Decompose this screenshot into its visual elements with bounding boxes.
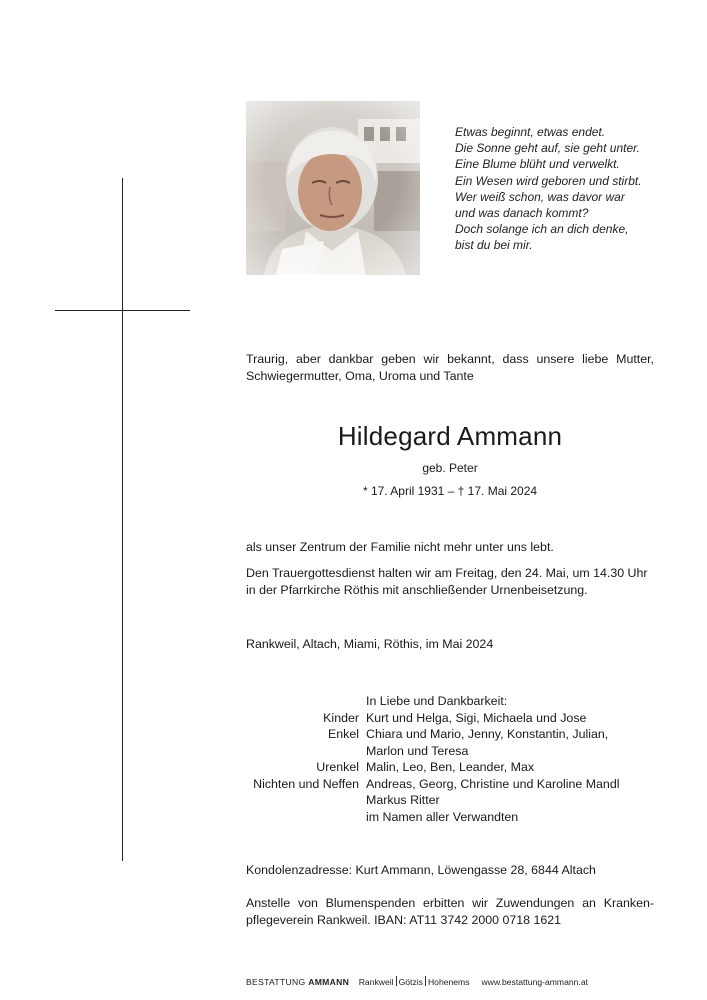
mourners-names: Kurt und Helga, Sigi, Michaela und Jose bbox=[366, 710, 587, 725]
statement-paragraph bbox=[246, 539, 656, 556]
donation-line: Anstelle von Blumenspenden erbitten wir Zuwendungen an Kranken- bbox=[246, 896, 654, 910]
announcement-intro bbox=[246, 351, 654, 385]
footer-location: Hohenems bbox=[427, 977, 470, 987]
poem-line: Wer weiß schon, was davor war bbox=[455, 189, 625, 204]
mourners-names: Malin, Leo, Ben, Leander, Max bbox=[366, 760, 535, 774]
mourners-names: Marlon und Teresa bbox=[366, 743, 469, 758]
mourners-row bbox=[0, 710, 707, 727]
mourners-names: im Namen aller Verwandten bbox=[366, 809, 519, 824]
service-paragraph bbox=[246, 565, 656, 599]
mourners-row bbox=[0, 809, 707, 826]
poem-line: und was danach kommt? bbox=[455, 206, 589, 221]
brand-prefix: BESTATTUNG bbox=[246, 977, 306, 987]
mourners-names: Chiara und Mario, Jenny, Konstantin, Julian, bbox=[366, 727, 609, 741]
mourners-names: Andreas, Georg, Christine und Karoline Mandl bbox=[366, 776, 620, 791]
footer bbox=[246, 976, 588, 987]
condolence-address bbox=[246, 862, 656, 879]
poem-line: bist du bei mir. bbox=[455, 238, 533, 253]
poem-line: Doch solange ich an dich denke, bbox=[455, 222, 629, 237]
poem bbox=[455, 124, 685, 254]
mourners-heading-row bbox=[0, 693, 707, 710]
mourners-row bbox=[0, 743, 707, 760]
deceased-name: Hildegard Ammann bbox=[337, 421, 563, 451]
maiden-name: geb. Peter bbox=[422, 461, 478, 475]
cross-horizontal-beam bbox=[55, 310, 190, 311]
poem-line: Ein Wesen wird geboren und stirbt. bbox=[455, 173, 642, 188]
service-line: in der Pfarrkirche Röthis mit anschließender Urnenbeisetzung. bbox=[246, 583, 588, 597]
intro-line: Traurig, aber dankbar geben wir bekannt, dass unsere liebe Mutter, bbox=[246, 352, 654, 366]
footer-brand bbox=[246, 977, 349, 987]
footer-location: Rankweil bbox=[358, 977, 394, 987]
life-dates: * 17. April 1931 – † 17. Mai 2024 bbox=[362, 484, 538, 498]
brand-name: AMMANN bbox=[308, 977, 350, 987]
mourners-row bbox=[0, 792, 707, 809]
mourners-row bbox=[0, 759, 707, 776]
mourners-label: Enkel bbox=[328, 727, 359, 741]
place-date-line: Rankweil, Altach, Miami, Röthis, im Mai 2024 bbox=[246, 637, 494, 651]
mourners-label: Nichten und Neffen bbox=[253, 776, 359, 791]
statement-line: als unser Zentrum der Familie nicht mehr unter uns lebt. bbox=[246, 540, 554, 554]
place-date bbox=[246, 636, 656, 653]
donation-paragraph bbox=[246, 895, 654, 929]
mourners-label: Urenkel bbox=[316, 760, 359, 774]
footer-location: Götzis bbox=[398, 977, 423, 987]
donation-line: pflegeverein Rankweil. IBAN: AT11 3742 2000 0718 1621 bbox=[246, 913, 562, 927]
mourners-names: Markus Ritter bbox=[366, 793, 440, 807]
poem-line: Etwas beginnt, etwas endet. bbox=[455, 125, 606, 139]
poem-line: Die Sonne geht auf, sie geht unter. bbox=[455, 141, 641, 156]
service-line: Den Trauergottesdienst halten wir am Freitag, den 24. Mai, um 14.30 Uhr bbox=[246, 566, 648, 580]
mourners-label: Kinder bbox=[323, 710, 359, 725]
footer-separator bbox=[396, 976, 397, 986]
mourners-row bbox=[0, 726, 707, 743]
mourners-row bbox=[0, 776, 707, 793]
condolence-line: Kondolenzadresse: Kurt Ammann, Löwengasse 28, 6844 Altach bbox=[246, 863, 596, 877]
portrait-photo bbox=[246, 101, 420, 275]
portrait-illustration bbox=[246, 101, 420, 275]
intro-line: Schwiegermutter, Oma, Uroma und Tante bbox=[246, 369, 474, 383]
mourners-heading: In Liebe und Dankbarkeit: bbox=[366, 694, 508, 708]
mourners-list bbox=[0, 693, 707, 825]
poem-line: Eine Blume blüht und verwelkt. bbox=[455, 157, 620, 172]
footer-separator bbox=[425, 976, 426, 986]
footer-website-link[interactable]: www.bestattung-ammann.at bbox=[481, 977, 588, 987]
